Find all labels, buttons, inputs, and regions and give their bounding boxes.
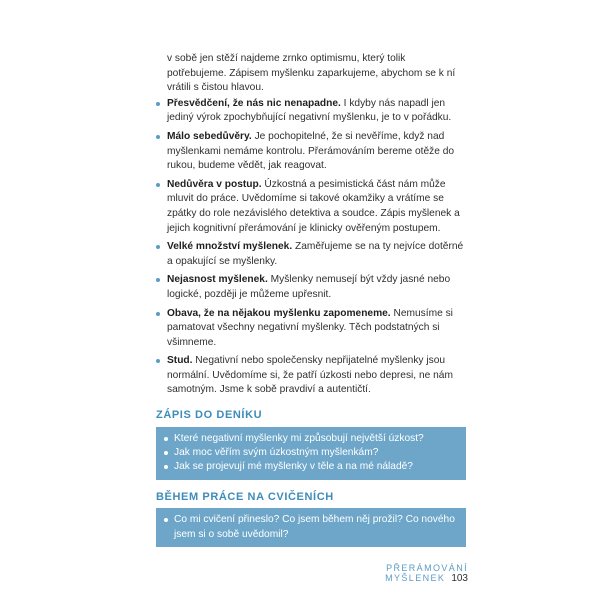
item-text: Negativní nebo společensky nepřijatelné myšlenky jsou normální. Uvědomíme si, že patří úzkosti nebo depresi, ne nám samotným. Jsme k sobě pravdiví a autentičtí. [167, 355, 453, 396]
item-title: Málo sebedůvěry. [167, 130, 252, 142]
list-item [164, 513, 458, 542]
list-item [164, 432, 458, 446]
journal-list [164, 432, 458, 475]
journal-heading: ZÁPIS DO DENÍKU [156, 409, 263, 422]
bullet-icon [164, 465, 168, 469]
list-item [156, 130, 466, 174]
bullet-icon [156, 312, 160, 316]
obstacle-list [156, 97, 466, 398]
bullet-icon [164, 451, 168, 455]
bullet-icon [156, 245, 160, 249]
item-title: Nejasnost myšlenek. [167, 274, 268, 286]
item-text: Zaměřujeme se na ty nejvíce dotěrné a opakující se myšlenky. [167, 241, 464, 267]
list-item [156, 307, 466, 351]
running-head: PŘERÁMOVÁNÍ MYŠLENEK [385, 563, 468, 583]
list-item [156, 240, 466, 269]
list-item [156, 273, 466, 302]
page-content [156, 52, 466, 553]
item-text: Myšlenky nemusejí být vždy jasné nebo logické, později je můžeme upřesnit. [167, 274, 451, 300]
bullet-icon [156, 135, 160, 139]
item-text: I kdyby nás napadl jen jediný výrok zpochybňující negativní myšlenku, je to v pořádku. [167, 97, 452, 124]
bullet-icon [164, 518, 168, 522]
item-title: Nedůvěra v postup. [167, 178, 262, 190]
bullet-icon [164, 437, 168, 441]
intro-paragraph: v sobě jen stěží najdeme zrnko optimismu, který tolik potřebujeme. Zápisem myšlenku zaparkujeme, abychom se k ní vrátili s čistou hlavou. [167, 53, 456, 94]
item-text: Je pochopitelné, že si nevěříme, když nad myšlenkami nemáme kontrolu. Přerámováním bereme otěže do rukou, budeme vědět, jak reagovat. [167, 130, 455, 172]
exercise-question: Co mi cvičení přineslo? Co jsem během něj prožil? Co nového jsem si o sobě uvědomil? [174, 514, 455, 540]
item-title: Stud. [167, 355, 193, 367]
exercise-list [164, 513, 458, 542]
list-item [164, 446, 458, 460]
page-footer [330, 563, 468, 584]
bullet-icon [156, 102, 160, 106]
exercise-box [156, 508, 466, 547]
bullet-icon [156, 183, 160, 187]
list-item [156, 97, 466, 126]
item-text: Nemusíme si pamatovat všechny negativní myšlenky. Těch podstatných si všimneme. [167, 307, 453, 348]
item-text: Úzkostná a pesimistická část nám může mluvit do práce. Uvědomíme si takové okamžiky a vrátíme se zpátky do role nezávislého detektiva a soudce. Zápis myšlenek a jejich kognitivní přerámování je klinicky ověřeným postupem. [167, 178, 460, 234]
journal-question: Jak moc věřím svým úzkostným myšlenkám? [174, 447, 379, 459]
journal-question: Jak se projevují mé myšlenky v těle a na mé náladě? [174, 461, 413, 473]
journal-box [156, 427, 466, 480]
item-title: Obava, že na nějakou myšlenku zapomeneme. [167, 307, 391, 319]
list-item [156, 354, 466, 398]
journal-question: Které negativní myšlenky mi způsobují největší úzkost? [174, 432, 424, 444]
item-title: Přesvědčení, že nás nic nenapadne. [167, 97, 341, 109]
list-item [164, 460, 458, 474]
list-item [156, 178, 466, 236]
bullet-icon [156, 359, 160, 363]
exercise-heading: BĚHEM PRÁCE NA CVIČENÍCH [156, 490, 334, 503]
page-number: 103 [451, 573, 468, 584]
bullet-icon [156, 278, 160, 282]
item-title: Velké množství myšlenek. [167, 241, 293, 253]
